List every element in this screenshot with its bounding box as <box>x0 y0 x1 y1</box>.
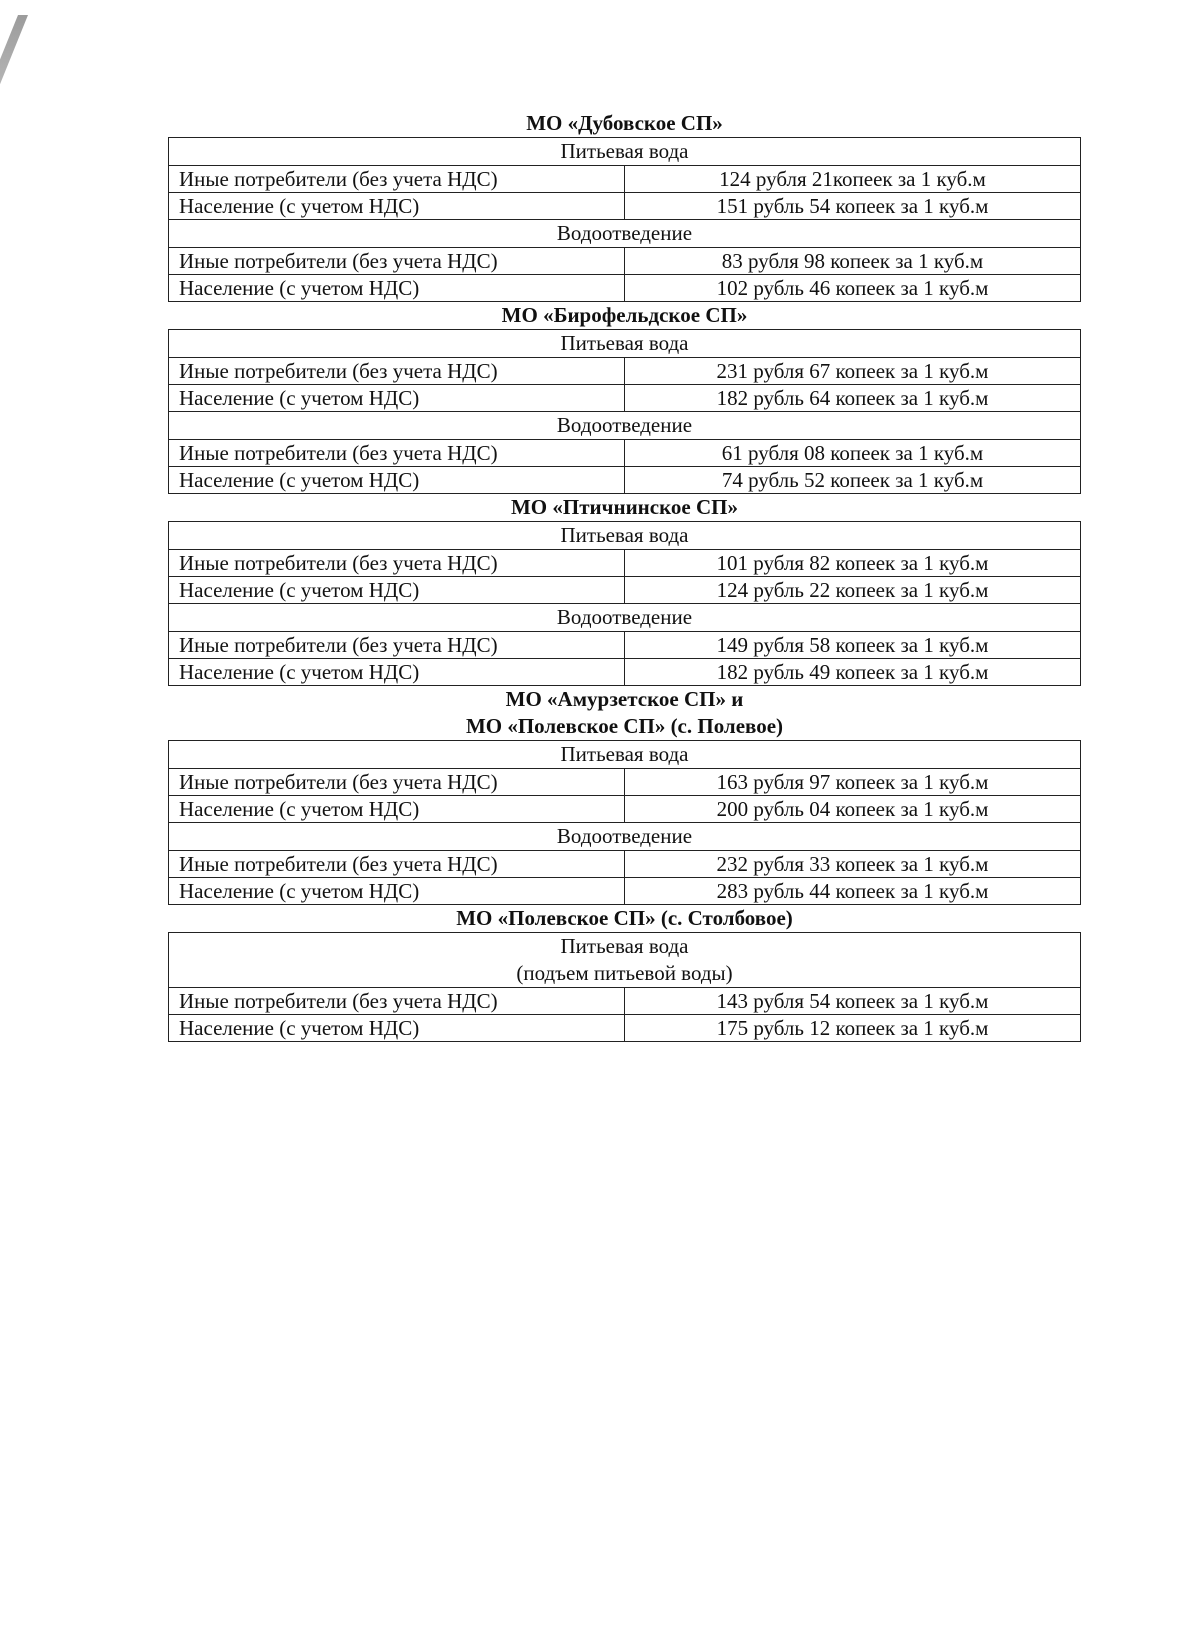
table-row <box>169 275 1081 302</box>
consumer-type: Население (с учетом НДС) <box>169 659 625 686</box>
tariff-price: 143 рубля 54 копеек за 1 куб.м <box>625 988 1081 1015</box>
tariff-section <box>168 494 1081 686</box>
service-category <box>169 220 1081 248</box>
category-row <box>169 412 1081 440</box>
service-category-line: Водоотведение <box>556 605 693 629</box>
service-category <box>169 823 1081 851</box>
tariff-price: 232 рубля 33 копеек за 1 куб.м <box>625 851 1081 878</box>
service-category <box>169 330 1081 358</box>
consumer-type: Иные потребители (без учета НДС) <box>169 988 625 1015</box>
service-category-line: Водоотведение <box>556 824 693 848</box>
consumer-type: Иные потребители (без учета НДС) <box>169 851 625 878</box>
tariff-price: 283 рубль 44 копеек за 1 куб.м <box>625 878 1081 905</box>
tariff-table <box>168 740 1081 905</box>
consumer-type: Иные потребители (без учета НДС) <box>169 550 625 577</box>
table-row <box>169 166 1081 193</box>
table-row <box>169 796 1081 823</box>
tariff-price: 124 рубль 22 копеек за 1 куб.м <box>625 577 1081 604</box>
table-row <box>169 440 1081 467</box>
tariff-section <box>168 110 1081 302</box>
category-row <box>169 330 1081 358</box>
service-category-line: Питьевая вода <box>560 742 689 766</box>
service-category-line: Питьевая вода <box>560 331 689 355</box>
service-category-line: Водоотведение <box>556 221 693 245</box>
tariff-table <box>168 329 1081 494</box>
table-row <box>169 988 1081 1015</box>
consumer-type: Население (с учетом НДС) <box>169 467 625 494</box>
tariff-table <box>168 932 1081 1042</box>
tariff-price: 182 рубль 49 копеек за 1 куб.м <box>625 659 1081 686</box>
consumer-type: Иные потребители (без учета НДС) <box>169 440 625 467</box>
section-title: МО «Бирофельдское СП» <box>501 303 748 327</box>
table-row <box>169 385 1081 412</box>
consumer-type: Население (с учетом НДС) <box>169 796 625 823</box>
tariff-document <box>168 110 1081 1042</box>
section-title: МО «Птичнинское СП» <box>510 495 738 519</box>
tariff-price: 231 рубля 67 копеек за 1 куб.м <box>625 358 1081 385</box>
section-title: МО «Полевское СП» (с. Столбовое) <box>456 906 793 930</box>
table-row <box>169 550 1081 577</box>
table-row <box>169 358 1081 385</box>
consumer-type: Иные потребители (без учета НДС) <box>169 769 625 796</box>
service-category-line: Водоотведение <box>556 413 693 437</box>
consumer-type: Иные потребители (без учета НДС) <box>169 166 625 193</box>
tariff-price: 182 рубль 64 копеек за 1 куб.м <box>625 385 1081 412</box>
consumer-type: Население (с учетом НДС) <box>169 577 625 604</box>
service-category-line: Питьевая вода <box>560 523 689 547</box>
tariff-price: 83 рубля 98 копеек за 1 куб.м <box>625 248 1081 275</box>
table-row <box>169 193 1081 220</box>
service-category <box>169 741 1081 769</box>
consumer-type: Население (с учетом НДС) <box>169 275 625 302</box>
table-row <box>169 248 1081 275</box>
consumer-type: Население (с учетом НДС) <box>169 1015 625 1042</box>
service-category-line: Питьевая вода <box>560 934 689 958</box>
tariff-price: 61 рубля 08 копеек за 1 куб.м <box>625 440 1081 467</box>
tariff-price: 151 рубль 54 копеек за 1 куб.м <box>625 193 1081 220</box>
table-row <box>169 769 1081 796</box>
service-category-line: (подъем питьевой воды) <box>516 961 733 985</box>
consumer-type: Население (с учетом НДС) <box>169 878 625 905</box>
tariff-price: 102 рубль 46 копеек за 1 куб.м <box>625 275 1081 302</box>
service-category <box>169 933 1081 988</box>
table-row <box>169 878 1081 905</box>
tariff-price: 101 рубля 82 копеек за 1 куб.м <box>625 550 1081 577</box>
category-row <box>169 823 1081 851</box>
category-row <box>169 741 1081 769</box>
service-category <box>169 522 1081 550</box>
section-title: МО «Амурзетское СП» и <box>505 687 744 711</box>
consumer-type: Население (с учетом НДС) <box>169 193 625 220</box>
tariff-price: 149 рубля 58 копеек за 1 куб.м <box>625 632 1081 659</box>
category-row <box>169 604 1081 632</box>
section-title: МО «Полевское СП» (с. Полевое) <box>465 714 784 738</box>
table-row <box>169 632 1081 659</box>
tariff-section <box>168 905 1081 1042</box>
table-row <box>169 467 1081 494</box>
consumer-type: Население (с учетом НДС) <box>169 385 625 412</box>
category-row <box>169 220 1081 248</box>
consumer-type: Иные потребители (без учета НДС) <box>169 358 625 385</box>
table-row <box>169 851 1081 878</box>
table-row <box>169 577 1081 604</box>
service-category <box>169 412 1081 440</box>
tariff-table <box>168 137 1081 302</box>
tariff-price: 200 рубль 04 копеек за 1 куб.м <box>625 796 1081 823</box>
section-title: МО «Дубовское СП» <box>526 111 723 135</box>
scan-artifact-mark <box>0 15 28 185</box>
tariff-price: 175 рубль 12 копеек за 1 куб.м <box>625 1015 1081 1042</box>
tariff-price: 163 рубля 97 копеек за 1 куб.м <box>625 769 1081 796</box>
service-category <box>169 138 1081 166</box>
consumer-type: Иные потребители (без учета НДС) <box>169 248 625 275</box>
tariff-price: 74 рубль 52 копеек за 1 куб.м <box>625 467 1081 494</box>
table-row <box>169 659 1081 686</box>
service-category <box>169 604 1081 632</box>
category-row <box>169 138 1081 166</box>
tariff-table <box>168 521 1081 686</box>
consumer-type: Иные потребители (без учета НДС) <box>169 632 625 659</box>
tariff-section <box>168 686 1081 905</box>
tariff-price: 124 рубля 21копеек за 1 куб.м <box>625 166 1081 193</box>
category-row <box>169 933 1081 988</box>
table-row <box>169 1015 1081 1042</box>
tariff-section <box>168 302 1081 494</box>
category-row <box>169 522 1081 550</box>
service-category-line: Питьевая вода <box>560 139 689 163</box>
